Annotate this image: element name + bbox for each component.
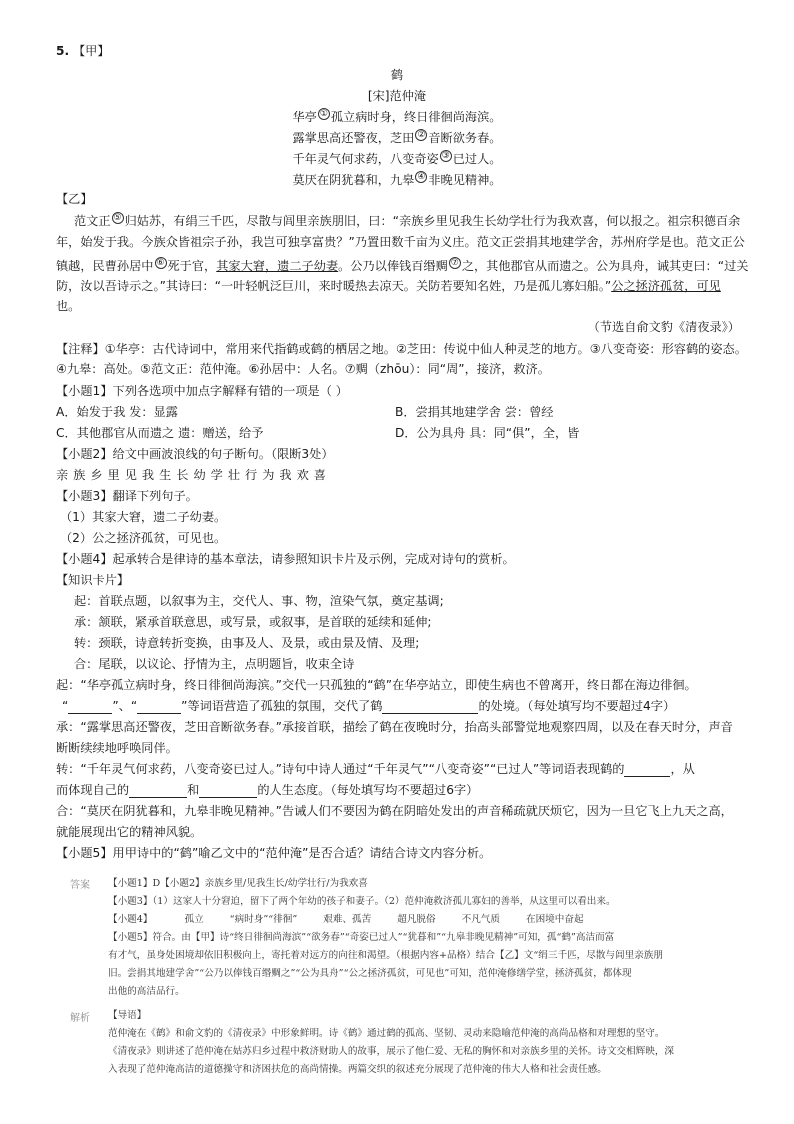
yi-line-4: 防，汝以吾诗示之。”其诗曰：“一叶轻帆泛巨川，来时暖热去凉天。关防若要知名姓，乃是孤儿寡妇船。”公之拯济孤贫，可见 — [56, 279, 721, 293]
answer-line-1: 【小题1】D【小题2】亲族乡里/见我生长/幼学壮行/为我欢喜 — [108, 878, 368, 889]
poem-line-2: 露掌思高还警夜，芝田 ② 音断欲务春。 — [292, 130, 502, 146]
yi-line-3: 镇越，民曹孙居中 ⑥ 死于官，其家大窘，遗二子幼妻。公乃以俸钱百缗赒 ⑦ 之，其他郡官从而遗之。公为具舟，诫其吏曰：“过关 — [56, 258, 749, 274]
q1-option-b[interactable]: B．尝捐其地建学舍 尝：曾经 — [395, 405, 554, 419]
analysis-line-3: 入表现了范仲淹高洁的道德操守和济困扶危的高尚情操。两篇交织的叙述充分展现了范仲淹的伟大人格和社会责任感。 — [108, 1064, 607, 1075]
blank-field[interactable] — [382, 701, 478, 714]
source-citation: （节选自俞文豹《清夜录》） — [587, 320, 740, 334]
zhuan-analysis-2: 而体现自己的 和 的人生态度。（每处填写均不要超过6字） — [56, 783, 479, 797]
yi-line-5: 也。 — [56, 299, 81, 313]
blank-field[interactable] — [129, 785, 187, 798]
knowledge-card-title: 【知识卡片】 — [56, 573, 130, 587]
q3-prompt: 【小题3】翻译下列句子。 — [56, 489, 198, 503]
answer-label: 答案 — [70, 880, 90, 891]
he-analysis-2: 就能展现出它的精神风貌。 — [56, 825, 203, 839]
q2-prompt: 【小题2】给文中画波浪线的句子断句。（限断3处） — [56, 447, 334, 461]
blank-field[interactable] — [199, 785, 257, 798]
poem-line-1: 华亭 ① 孤立病时身，终日徘徊尚海滨。 — [292, 109, 502, 125]
yi-line-2: 年，始发于我。今族众皆祖宗子孙，我岂可独享富贵？”乃置田数千亩为义庄。范文正尝捐其地建学舍，苏州府学是也。范文正公 — [56, 235, 745, 249]
he-analysis-1: 合：“莫厌在阴犹暮和，九皋非晚见精神。”告诫人们不要因为鹤在阴暗处发出的声音稀疏就厌烦它，因为一旦它飞上九天之高， — [56, 804, 733, 818]
jia-tag: 【甲】 — [73, 44, 110, 58]
q3-item-1: （1）其家大窘，遗二子幼妻。 — [60, 510, 227, 524]
answer-line-2: 【小题3】（1）这家人十分窘迫，留下了两个年幼的孩子和妻子。（2）范仲淹救济孤儿寡妇的善举，从这里可以看出来。 — [108, 896, 616, 907]
analysis-tag: 【导语】 — [108, 1010, 147, 1021]
answer-line-6: 旧。尝捐其地建学舍”“公乃以俸钱百缗赒之”“公为具舟”“公之拯济孤贫，可见也”可知，范仲淹修缮学堂，拯济孤贫，都体现 — [108, 968, 632, 979]
card-line-zhuan: 转：颈联，诗意转折变换，由事及人、及景，或由景及情、及理; — [74, 636, 420, 650]
notes-line-2: ④九皋：高处。⑤范文正：范仲淹。⑥孙居中：人名。⑦赒（zhōu）：同“周”，接济，救济。 — [56, 362, 550, 376]
question-number: 5. — [56, 44, 70, 58]
analysis-line-2: 《清夜录》则讲述了范仲淹在姑苏归乡过程中救济财助人的故事，展示了他仁爱、无私的胸怀和对亲族乡里的关怀。诗文交相辉映，深 — [108, 1046, 675, 1057]
answer-line-3: 【小题4】 孤立 “病时身”“徘徊” 艰难、孤苦 超凡脱俗 不凡气质 在困境中奋起 — [108, 914, 584, 925]
cheng-analysis-1: 承：“露掌思高还警夜，芝田音断欲务春。”承接首联，描绘了鹤在夜晚时分，抬高头部警觉地观察四周，以及在春天时分，声音 — [56, 720, 733, 734]
q2-sentence: 亲族乡里见我生长幼学壮行为我欢喜 — [56, 468, 331, 482]
blank-field[interactable] — [624, 764, 670, 777]
blank-field[interactable] — [137, 701, 181, 714]
q1-option-a[interactable]: A．始发于我 发：显露 — [56, 405, 178, 419]
poem-author: [宋]范仲淹 — [367, 89, 427, 103]
poem-line-3: 千年灵气何求药，八变奇姿 ③ 已过人。 — [292, 151, 502, 167]
zhuan-analysis-1: 转：“千年灵气何求药，八变奇姿已过人。”诗句中诗人通过“千年灵气”“八变奇姿”“已过人”等词语表现鹤的 ，从 — [56, 762, 695, 776]
q5-prompt: 【小题5】用甲诗中的“鹤”喻乙文中的“范仲淹”是否合适？请结合诗文内容分析。 — [56, 846, 492, 860]
blank-field[interactable] — [68, 701, 112, 714]
answer-line-4: 【小题5】符合。由【甲】诗“终日徘徊尚海滨”“欲务春”“奇姿已过人”“犹暮和”“九皋非晚见精神”可知，孤“鹤”高洁而富 — [108, 932, 615, 943]
question-header — [56, 44, 110, 59]
qi-analysis-1: 起：“华亭孤立病时身，终日徘徊尚海滨。”交代一只孤独的“鹤”在华亭站立，即使生病也不曾离开，终日都在海边徘徊。 — [56, 678, 697, 692]
analysis-line-1: 范仲淹在《鹤》和俞文豹的《清夜录》中形象鲜明。诗《鹤》通过鹤的孤高、坚韧、灵动来隐喻范仲淹的高尚品格和对理想的坚守。 — [108, 1028, 665, 1039]
q1-prompt: 【小题1】下列各选项中加点字解释有错的一项是（ ） — [56, 384, 348, 398]
q3-item-2: （2）公之拯济孤贫，可见也。 — [60, 531, 227, 545]
answer-line-5: 有才气，虽身处困境却依旧积极向上，寄托着对远方的向往和渴望。（根据内容+品格）结合【乙】文“绢三千匹，尽散与闾里亲族朋 — [108, 950, 663, 961]
notes-line-1: 【注释】①华亭：古代诗词中，常用来代指鹤或鹤的栖居之地。②芝田：传说中仙人种灵芝的地方。③八变奇姿：形容鹤的姿态。 — [56, 342, 747, 356]
analysis-label: 解析 — [70, 1013, 90, 1024]
card-line-he: 合：尾联，以议论、抒情为主，点明题旨，收束全诗 — [74, 657, 355, 671]
qi-analysis-2: “ ”、“ ”等词语营造了孤独的氛围，交代了鹤 的处境。（每处填写均不要超过4字） — [62, 699, 676, 713]
q1-option-d[interactable]: D．公为具舟 具：同“俱”，全，皆 — [395, 426, 580, 440]
poem-title: 鹤 — [390, 68, 404, 82]
yi-tag: 【乙】 — [56, 192, 93, 206]
yi-line-1: 范文正 ⑤ 归姑苏，有绢三千匹，尽散与闾里亲族朋旧，曰：“亲族乡里见我生长幼学壮行为我欢喜，何以报之。祖宗积德百余 — [74, 213, 741, 229]
answer-line-7: 出他的高洁品行。 — [108, 986, 185, 997]
q1-option-c[interactable]: C．其他郡官从而遗之 遗：赠送，给予 — [56, 426, 264, 440]
card-line-cheng: 承：颔联，紧承首联意思，或写景，或叙事，是首联的延续和延伸; — [74, 615, 432, 629]
card-line-qi: 起：首联点题，以叙事为主，交代人、事、物，渲染气氛，奠定基调; — [74, 594, 444, 608]
q4-prompt: 【小题4】起承转合是律诗的基本章法，请参照知识卡片及示例，完成对诗句的赏析。 — [56, 552, 515, 566]
poem-line-4: 莫厌在阴犹暮和，九皋 ④ 非晚见精神。 — [292, 172, 502, 188]
cheng-analysis-2: 断断续续地呼唤同伴。 — [56, 741, 178, 755]
